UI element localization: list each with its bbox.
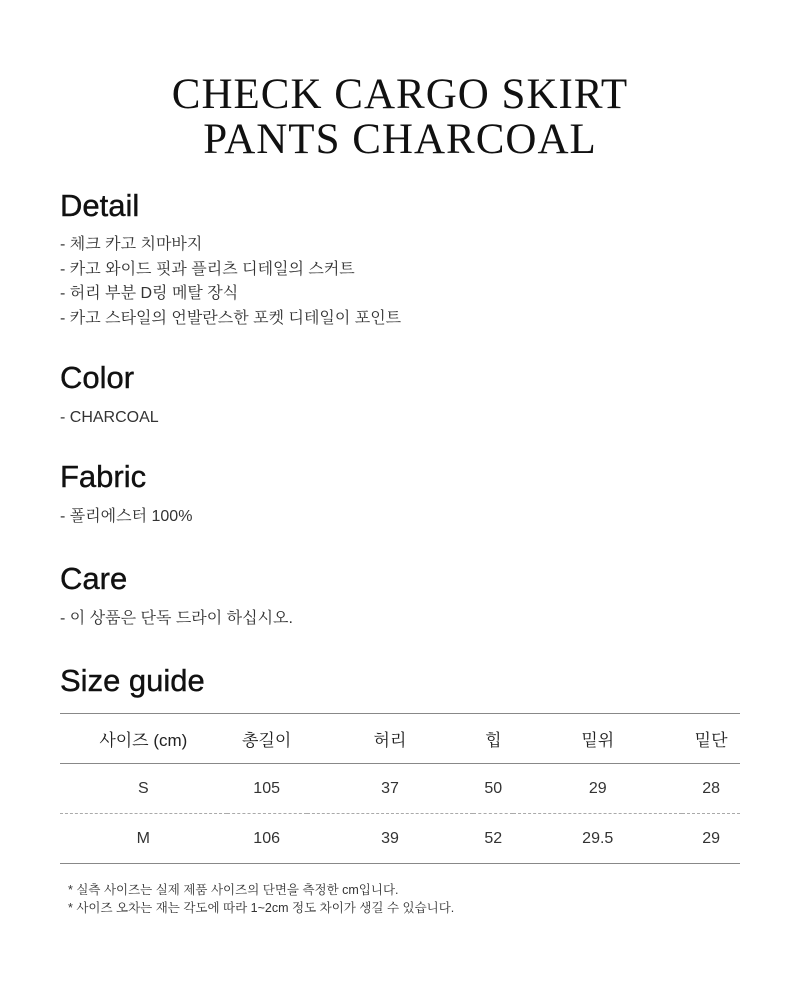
color-heading: Color [60,360,135,395]
care-heading: Care [60,561,128,596]
size-col-header: 사이즈 (cm) [99,731,188,750]
hip-col-header: 힙 [485,731,502,750]
size-note: * 실측 사이즈는 실제 제품 사이즈의 단면을 측정한 cm입니다. [68,883,399,897]
length-cell: 106 [253,829,280,847]
waist-col-header: 허리 [373,731,407,750]
hem-col-header: 밑단 [694,731,728,750]
detail-item: - 체크 카고 치마바지 [60,236,203,253]
color-item: - CHARCOAL [60,409,159,426]
detail-heading: Detail [60,188,140,223]
detail-item: - 카고 와이드 핏과 플리츠 디테일의 스커트 [60,260,355,278]
care-list [60,607,293,632]
rise-cell: 29 [588,779,607,797]
size-note: * 사이즈 오차는 재는 각도에 따라 1~2cm 정도 차이가 생길 수 있습니다. [68,901,455,915]
length-col-header: 총길이 [242,731,292,750]
product-title-line-1: CHECK CARGO SKIRT [171,71,629,118]
fabric-list [60,505,192,530]
hem-cell: 29 [702,829,720,847]
length-cell: 105 [253,779,280,797]
size-cell: M [136,829,150,847]
color-list [60,406,159,431]
fabric-heading: Fabric [60,459,147,494]
detail-item: - 허리 부분 D링 메탈 장식 [60,285,239,302]
waist-cell: 39 [381,829,399,847]
size-guide-table [60,713,740,864]
hip-cell: 52 [484,829,503,847]
size-notes [68,881,454,917]
fabric-item: - 폴리에스터 100% [60,508,193,525]
detail-item: - 카고 스타일의 언발란스한 포켓 디테일이 포인트 [60,309,402,327]
care-item: - 이 상품은 단독 드라이 하십시오. [60,610,293,627]
product-title [0,72,800,162]
rise-cell: 29.5 [582,829,614,847]
size-guide-heading: Size guide [60,663,205,698]
rise-col-header: 밑위 [581,731,615,750]
hip-cell: 50 [484,779,503,797]
waist-cell: 37 [381,779,399,797]
size-cell: S [137,779,149,797]
size-table-header-row [60,714,740,764]
table-row [60,814,740,864]
table-row [60,764,740,814]
hem-cell: 28 [702,779,720,797]
detail-list [60,233,401,331]
product-title-line-2: PANTS CHARCOAL [203,116,597,163]
